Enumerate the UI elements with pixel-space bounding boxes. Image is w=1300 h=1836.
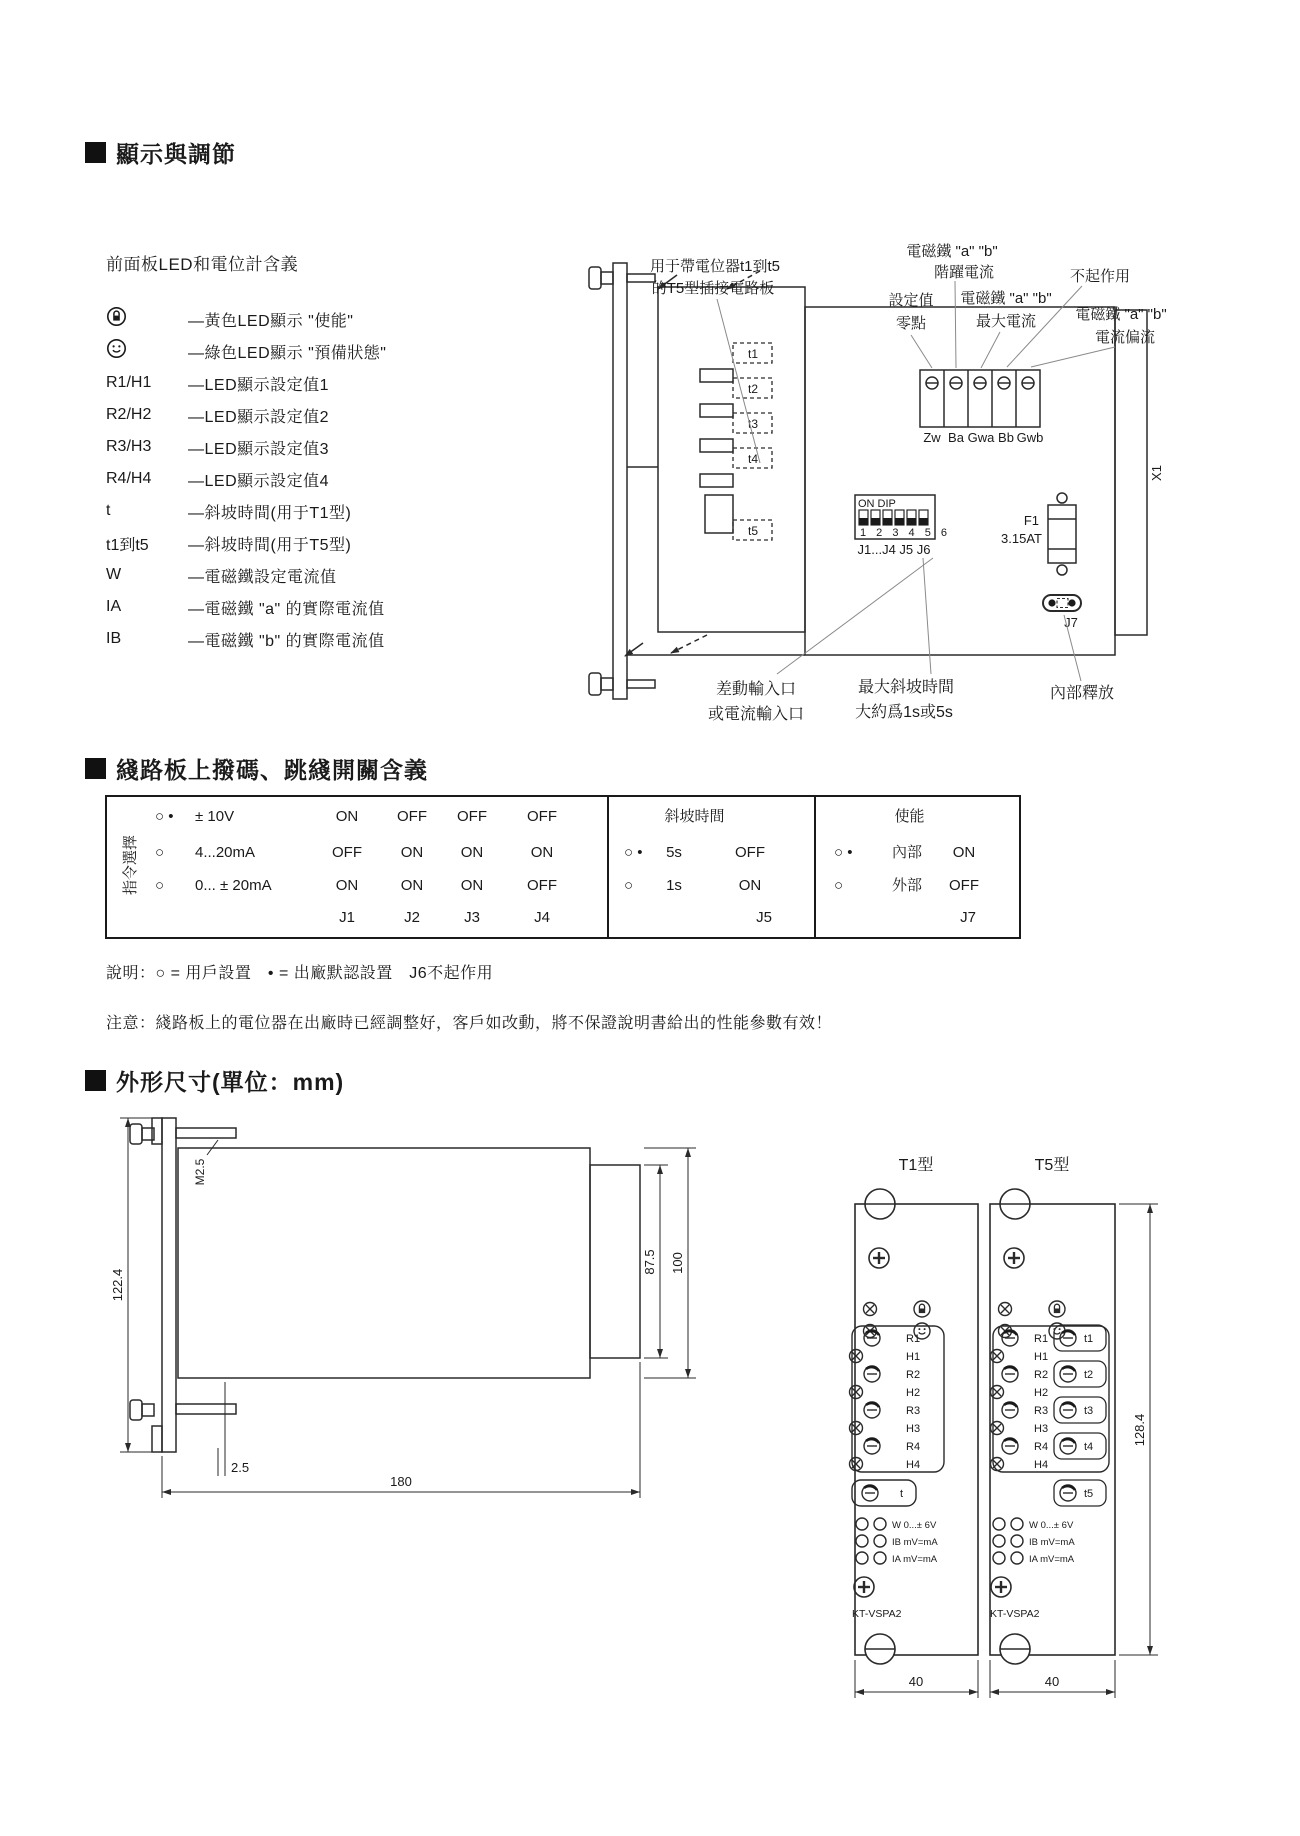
legend-symbol: IB xyxy=(106,630,122,647)
t-pot-slot-labels xyxy=(748,347,758,538)
section-square-icon xyxy=(85,1070,106,1091)
row-marker: ○ xyxy=(155,877,165,894)
legend-row xyxy=(106,403,329,427)
jack-icon[interactable] xyxy=(856,1552,868,1564)
dip-on-label: ON DIP xyxy=(858,498,896,510)
j2-footer: J2 xyxy=(404,909,420,926)
jack-icon[interactable] xyxy=(1011,1552,1023,1564)
legend-symbol: IA xyxy=(106,598,122,615)
t1-front-panel xyxy=(850,1189,979,1664)
row-label: 4...20mA xyxy=(195,844,256,861)
fuse xyxy=(1001,493,1076,575)
x1-connector-label: X1 xyxy=(1149,465,1164,481)
pot-t1-icon[interactable] xyxy=(1060,1330,1076,1346)
j7-footer: J7 xyxy=(960,909,976,926)
section-dimensions xyxy=(85,1064,344,1097)
callout-release: 內部釋放 xyxy=(1049,685,1115,702)
r2-label: R2 xyxy=(906,1369,921,1381)
dimension-drawings xyxy=(100,1100,1230,1820)
row-marker: ○ xyxy=(624,877,634,894)
section-dip-meaning xyxy=(85,752,428,785)
callout-max-2: 最大電流 xyxy=(975,313,1037,330)
legend-desc: —斜坡時間(用于T5型) xyxy=(188,536,352,554)
led-icon xyxy=(999,1303,1012,1316)
t3-label: t3 xyxy=(747,417,759,431)
pot-t3-icon[interactable] xyxy=(1060,1402,1076,1418)
pot-ba-label: Ba xyxy=(948,430,964,445)
r1-label: R1 xyxy=(1034,1333,1049,1345)
legend-row xyxy=(106,307,353,331)
dim-40-t1: 40 xyxy=(908,1674,924,1689)
section-display-adjust xyxy=(85,136,236,169)
t5-label: t5 xyxy=(747,524,759,538)
section-title: 綫路板上撥碼、跳綫開關含義 xyxy=(116,757,428,783)
jack-icon[interactable] xyxy=(874,1518,886,1530)
t4-label: t4 xyxy=(747,452,759,466)
j1-footer: J1 xyxy=(339,909,355,926)
r1-label: R1 xyxy=(906,1333,921,1345)
row-marker: ○ • xyxy=(834,844,853,861)
j5-footer: J5 xyxy=(756,909,772,926)
dim-100: 100 xyxy=(670,1252,685,1274)
legend-symbol: t1到t5 xyxy=(106,536,149,554)
slotted-screw-icon[interactable] xyxy=(1000,1189,1030,1219)
pot-screw-icon[interactable] xyxy=(926,377,1034,389)
j2-value: ON xyxy=(400,844,424,861)
dip-jumper-label: J1...J4 J5 J6 xyxy=(857,542,931,557)
j7-label: J7 xyxy=(1064,615,1078,630)
table-divider xyxy=(814,797,816,937)
h1-label: H1 xyxy=(906,1351,921,1363)
j4-value: OFF xyxy=(527,877,557,894)
jack-icon[interactable] xyxy=(856,1518,868,1530)
legend-desc: —電磁鐵 "a" 的實際電流值 xyxy=(188,600,385,618)
w-label: W 0...± 6V xyxy=(892,1520,937,1531)
enable-led-icon xyxy=(106,306,188,332)
section-square-icon xyxy=(85,758,106,779)
pot-labels xyxy=(923,430,1043,445)
enable-header: 使能 xyxy=(894,808,925,825)
callout-bias-1: 電磁鐵 "a" "b" xyxy=(1075,306,1167,323)
panel-dimension-lines xyxy=(855,1204,1158,1698)
row-label: 1s xyxy=(666,877,682,894)
ia-label: IA mV=mA xyxy=(1029,1554,1075,1565)
t5-label: t5 xyxy=(1084,1488,1094,1500)
slotted-screw-icon[interactable] xyxy=(865,1634,895,1664)
ready-led-icon xyxy=(106,338,188,364)
j5-value: OFF xyxy=(735,844,765,861)
dip-switch[interactable] xyxy=(855,495,951,539)
legend-row xyxy=(106,595,385,619)
legend-desc: —LED顯示設定值2 xyxy=(188,408,330,426)
jack-icon[interactable] xyxy=(993,1552,1005,1564)
callout-nofunc: 不起作用 xyxy=(1069,268,1131,285)
caution-note: 注意：綫路板上的電位器在出廠時已經調整好，客戶如改動，將不保證說明書給出的性能參數有效！ xyxy=(106,1015,833,1032)
t5-plug-board xyxy=(625,271,805,656)
led-h4-icon xyxy=(991,1458,1004,1471)
jumper-setting-table xyxy=(105,795,1021,939)
pot-r3-icon[interactable] xyxy=(864,1402,880,1418)
led-h4-icon xyxy=(850,1458,863,1471)
legend-note: 說明：○ = 用戶設置 • = 出廠默認設置 J6不起作用 xyxy=(106,965,494,982)
fuse-name: F1 xyxy=(1023,513,1039,528)
jack-icon[interactable] xyxy=(874,1535,886,1547)
legend-row xyxy=(106,371,329,395)
leader-lines xyxy=(717,281,1115,681)
t1-panel-title: T1型 xyxy=(898,1157,934,1174)
r4-label: R4 xyxy=(906,1441,921,1453)
led-icon xyxy=(864,1303,877,1316)
legend-row xyxy=(106,563,337,587)
legend-row xyxy=(106,627,385,651)
callout-diff-input-1: 差動輸入口 xyxy=(715,681,797,698)
dim-180: 180 xyxy=(390,1474,412,1489)
callout-step-1: 電磁鐵 "a" "b" xyxy=(906,243,998,260)
pot-gwb-label: Gwb xyxy=(1016,430,1044,445)
t5-front-panel xyxy=(990,1189,1115,1664)
pot-t4-icon[interactable] xyxy=(1060,1438,1076,1454)
r3-label: R3 xyxy=(906,1405,921,1417)
dim-2-5: 2.5 xyxy=(231,1460,250,1475)
t1-rh-labels xyxy=(906,1333,920,1471)
enable-led-icon xyxy=(914,1301,930,1317)
callout-t5-board-1: 用于帶電位器t1到t5 xyxy=(649,258,781,275)
h1-label: H1 xyxy=(1034,1351,1049,1363)
r2-label: R2 xyxy=(1034,1369,1049,1381)
jack-icon[interactable] xyxy=(993,1518,1005,1530)
board-callouts xyxy=(650,243,1167,723)
dim-m2-5: M2.5 xyxy=(193,1158,207,1186)
legend-symbol: W xyxy=(106,566,122,583)
row-label: 內部 xyxy=(891,844,922,861)
table-divider xyxy=(607,797,609,937)
legend-row xyxy=(106,435,329,459)
j1-value: OFF xyxy=(332,844,362,861)
j3-value: ON xyxy=(460,877,484,894)
legend-desc: —LED顯示設定值4 xyxy=(188,472,330,490)
j1-value: ON xyxy=(335,877,359,894)
j7-value: ON xyxy=(952,844,976,861)
model-label: KT-VSPA2 xyxy=(852,1608,902,1620)
j1-value: ON xyxy=(335,808,359,825)
jack-icon[interactable] xyxy=(874,1552,886,1564)
legend-symbol: R4/H4 xyxy=(106,470,152,487)
legend-symbol: t xyxy=(106,502,111,519)
front-bracket xyxy=(589,263,655,699)
h3-label: H3 xyxy=(1034,1423,1049,1435)
j5-value: ON xyxy=(738,877,762,894)
pot-gwa-label: Gwa xyxy=(967,430,995,445)
callout-diff-input-2: 或電流輸入口 xyxy=(707,706,805,723)
t-pot-slots xyxy=(733,343,772,540)
h2-label: H2 xyxy=(906,1387,921,1399)
t1-label: t1 xyxy=(747,347,759,361)
side-view xyxy=(110,1118,696,1498)
legend-symbol: R3/H3 xyxy=(106,438,152,455)
command-select-vertical-label: 指令選擇 xyxy=(122,834,140,896)
pot-r4-icon[interactable] xyxy=(864,1438,880,1454)
row-marker: ○ • xyxy=(624,844,643,861)
slotted-screw-icon[interactable] xyxy=(865,1189,895,1219)
legend-desc: —黃色LED顯示 "使能" xyxy=(188,312,354,330)
callout-ramp-2: 大約爲1s或5s xyxy=(855,704,953,721)
enable-led-icon xyxy=(1049,1301,1065,1317)
j7-value: OFF xyxy=(949,877,979,894)
pot-t-icon[interactable] xyxy=(862,1485,878,1501)
legend-desc: —電磁鐵設定電流值 xyxy=(188,568,337,586)
section-title: 顯示與調節 xyxy=(116,141,236,167)
row-label: 5s xyxy=(666,844,682,861)
t5-io-labels xyxy=(1029,1520,1075,1565)
legend-symbol: R2/H2 xyxy=(106,406,152,423)
dim-122-4: 122.4 xyxy=(110,1268,125,1302)
h4-label: H4 xyxy=(906,1459,921,1471)
t5-panel-title: T5型 xyxy=(1034,1157,1070,1174)
callout-bias-2: 電流偏流 xyxy=(1094,329,1156,346)
dim-128-4: 128.4 xyxy=(1132,1413,1147,1447)
callout-max-1: 電磁鐵 "a" "b" xyxy=(960,290,1052,307)
t5-t-labels xyxy=(1084,1333,1093,1500)
callout-zero-1: 設定值 xyxy=(888,292,934,309)
legend-symbol: R1/H1 xyxy=(106,374,152,391)
pot-r4-icon[interactable] xyxy=(1002,1438,1018,1454)
legend-row xyxy=(106,531,351,555)
pot-r3-icon[interactable] xyxy=(1002,1402,1018,1418)
pot-r2-icon[interactable] xyxy=(1002,1366,1018,1382)
row-label: 外部 xyxy=(891,877,922,894)
legend-row xyxy=(106,499,351,523)
j4-footer: J4 xyxy=(534,909,550,926)
j3-footer: J3 xyxy=(464,909,480,926)
legend-heading: 前面板LED和電位計含義 xyxy=(106,255,299,274)
legend-desc: —斜坡時間(用于T1型) xyxy=(188,504,352,522)
j7-jumper[interactable] xyxy=(1043,595,1081,630)
pot-zw-label: Zw xyxy=(923,430,941,445)
r4-label: R4 xyxy=(1034,1441,1049,1453)
row-label: ± 10V xyxy=(195,808,235,825)
callout-ramp-1: 最大斜坡時間 xyxy=(857,679,955,696)
j2-value: OFF xyxy=(397,808,427,825)
phillips-screw-icon[interactable] xyxy=(991,1577,1011,1597)
ia-label: IA mV=mA xyxy=(892,1554,938,1565)
circuit-board-diagram xyxy=(555,195,1215,740)
t4-label: t4 xyxy=(1084,1441,1094,1453)
model-label: KT-VSPA2 xyxy=(990,1608,1040,1620)
t1-label: t1 xyxy=(1084,1333,1094,1345)
phillips-screw-icon[interactable] xyxy=(869,1248,889,1268)
h2-label: H2 xyxy=(1034,1387,1049,1399)
section-square-icon xyxy=(85,142,106,163)
callout-step-2: 階躍電流 xyxy=(933,264,995,281)
w-label: W 0...± 6V xyxy=(1029,1520,1074,1531)
section-title: 外形尺寸(單位：mm) xyxy=(116,1069,345,1095)
pot-r2-icon[interactable] xyxy=(864,1366,880,1382)
j4-value: ON xyxy=(530,844,554,861)
phillips-screw-icon[interactable] xyxy=(1004,1248,1024,1268)
pot-t2-icon[interactable] xyxy=(1060,1366,1076,1382)
dip-numbers: 1 2 3 4 5 6 xyxy=(860,527,951,539)
j2-value: ON xyxy=(400,877,424,894)
h4-label: H4 xyxy=(1034,1459,1049,1471)
jack-icon[interactable] xyxy=(1011,1518,1023,1530)
slotted-screw-icon[interactable] xyxy=(1000,1634,1030,1664)
r3-label: R3 xyxy=(1034,1405,1049,1417)
phillips-screw-icon[interactable] xyxy=(854,1577,874,1597)
ib-label: IB mV=mA xyxy=(892,1537,938,1548)
j4-value: OFF xyxy=(527,808,557,825)
jack-icon[interactable] xyxy=(993,1535,1005,1547)
t-label: t xyxy=(900,1488,904,1500)
t1-io-labels xyxy=(892,1520,938,1565)
j3-value: ON xyxy=(460,844,484,861)
t2-label: t2 xyxy=(747,382,759,396)
jack-icon[interactable] xyxy=(1011,1535,1023,1547)
row-marker: ○ • xyxy=(155,808,174,825)
front-panel-legend xyxy=(106,300,536,660)
callout-t5-board-2: 的T5型插接電路板 xyxy=(651,280,775,297)
legend-desc: —LED顯示設定值3 xyxy=(188,440,330,458)
pot-block xyxy=(920,370,1040,427)
jack-icon[interactable] xyxy=(856,1535,868,1547)
legend-row xyxy=(106,339,386,363)
row-marker: ○ xyxy=(155,844,165,861)
legend-row xyxy=(106,467,329,491)
row-label: 0... ± 20mA xyxy=(195,877,272,894)
ib-label: IB mV=mA xyxy=(1029,1537,1075,1548)
pot-t5-icon[interactable] xyxy=(1060,1485,1076,1501)
legend-desc: —LED顯示設定值1 xyxy=(188,376,330,394)
dim-87-5: 87.5 xyxy=(642,1249,657,1275)
pot-bb-label: Bb xyxy=(998,430,1014,445)
t2-label: t2 xyxy=(1084,1369,1094,1381)
t3-label: t3 xyxy=(1084,1405,1094,1417)
ramp-time-header: 斜坡時間 xyxy=(664,808,725,825)
row-marker: ○ xyxy=(834,877,844,894)
dim-40-t5: 40 xyxy=(1044,1674,1060,1689)
legend-desc: —綠色LED顯示 "預備狀態" xyxy=(188,344,387,362)
legend-desc: —電磁鐵 "b" 的實際電流值 xyxy=(188,632,385,650)
fuse-rating: 3.15AT xyxy=(1001,531,1042,546)
callout-zero-2: 零點 xyxy=(895,315,927,332)
j3-value: OFF xyxy=(457,808,487,825)
t5-rh-labels xyxy=(1034,1333,1048,1471)
h3-label: H3 xyxy=(906,1423,921,1435)
